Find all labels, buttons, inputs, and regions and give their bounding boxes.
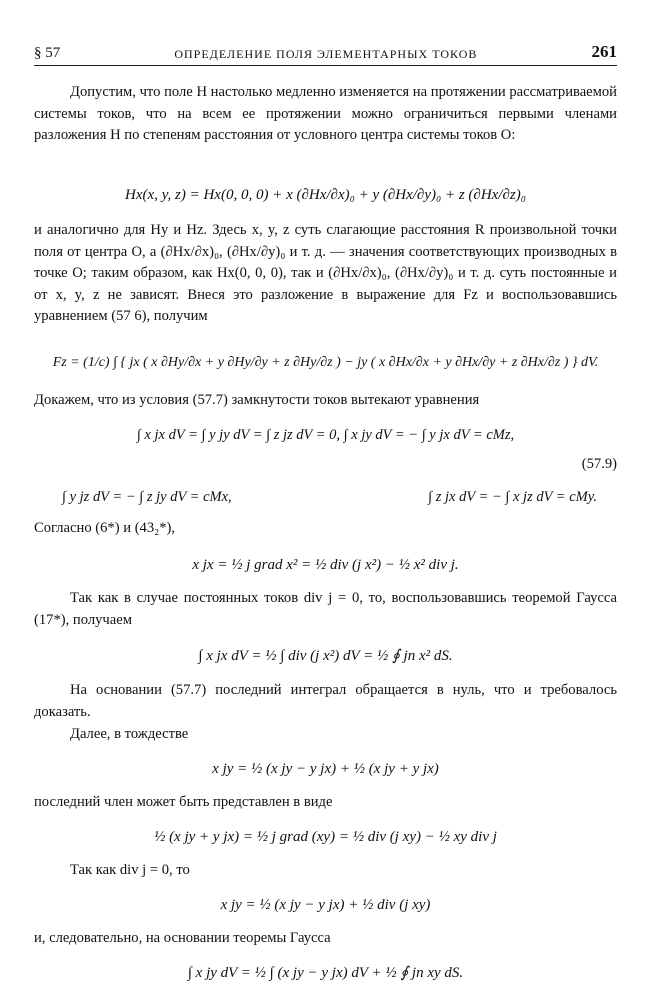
- section-number: § 57: [34, 45, 61, 61]
- page-number: 261: [591, 42, 617, 61]
- equation-row: [34, 476, 617, 518]
- paragraph: Согласно (6*) и (43₂*),: [34, 520, 176, 536]
- equation: ½ (x jy + y jx) = ½ j grad (xy) = ½ div (j xy) − ½ xy div j: [154, 829, 497, 845]
- equation: x jy = ½ (x jy − y jx) + ½ (x jy + y jx): [212, 761, 439, 777]
- equation: ∫ y jz dV = − ∫ z jy dV = cMx,: [62, 489, 232, 505]
- equation: ∫ z jx dV = − ∫ x jz dV = cMy.: [428, 489, 597, 505]
- equation: ∫ x jx dV = ½ ∫ div (j x²) dV = ½ ∮ jn x² dS.: [198, 648, 453, 664]
- equation-number: (57.9): [581, 456, 617, 472]
- equation: ∫ x jx dV = ∫ y jy dV = ∫ z jz dV = 0, ∫ x jy dV = − ∫ y jx dV = cMz,: [136, 427, 515, 443]
- paragraph: последний член может быть представлен в виде: [34, 794, 333, 810]
- paragraph: На основании (57.7) последний интеграл обращается в нуль, что и требовалось доказать.: [34, 682, 617, 720]
- paragraph: Далее, в тождестве: [70, 726, 189, 742]
- equation: x jy = ½ (x jy − y jx) + ½ div (j xy): [220, 897, 431, 913]
- paragraph: Допустим, что поле H настолько медленно изменяется на протяжении рассматриваемой системы токов, что на всем ее протяжении можно ограничиться первыми членами разложения H по степеням расстояния от условного центра системы токов O:: [34, 84, 617, 143]
- paragraph: и аналогично для Hy и Hz. Здесь x, y, z суть слагающие расстояния R произвольной точки поля от центра O, а (∂Hx/∂x)₀, (∂Hx/∂y)₀ и т. д. — значения соответствующих производных в точке O; таким образом, как Hx(0, 0, 0), так и (∂Hx/∂x)₀, (∂Hx/∂y)₀ и т. д. суть постоянные и от x, y, z не зависят. Внеся это разложение в выражение для Fz и воспользовавшись уравнением (57 6), получим: [34, 222, 617, 324]
- page-body: [34, 72, 617, 980]
- running-header: [34, 38, 617, 66]
- equation: Hx(x, y, z) = Hx(0, 0, 0) + x (∂Hx/∂x)₀ + y (∂Hx/∂y)₀ + z (∂Hx/∂z)₀: [125, 187, 526, 203]
- paragraph: Докажем, что из условия (57.7) замкнутости токов вытекают уравнения: [34, 392, 480, 408]
- paragraph: Так как в случае постоянных токов div j = 0, то, воспользовавшись теоремой Гаусса (17*), получаем: [34, 590, 617, 628]
- chapter-title: ОПРЕДЕЛЕНИЕ ПОЛЯ ЭЛЕМЕНТАРНЫХ ТОКОВ: [174, 47, 478, 61]
- equation: Fz = (1/c) ∫ { jx ( x ∂Hy/∂x + y ∂Hy/∂y + z ∂Hy/∂z ) − jy ( x ∂Hx/∂x + y ∂Hx/∂y + z ∂Hx/∂z ) } dV.: [52, 355, 599, 370]
- equation: ∫ x jy dV = ½ ∫ (x jy − y jx) dV + ½ ∮ jn xy dS.: [187, 965, 464, 981]
- paragraph: Так как div j = 0, то: [70, 862, 190, 878]
- equation: x jx = ½ j grad x² = ½ div (j x²) − ½ x² div j.: [192, 557, 459, 573]
- paragraph: и, следовательно, на основании теоремы Гаусса: [34, 930, 331, 946]
